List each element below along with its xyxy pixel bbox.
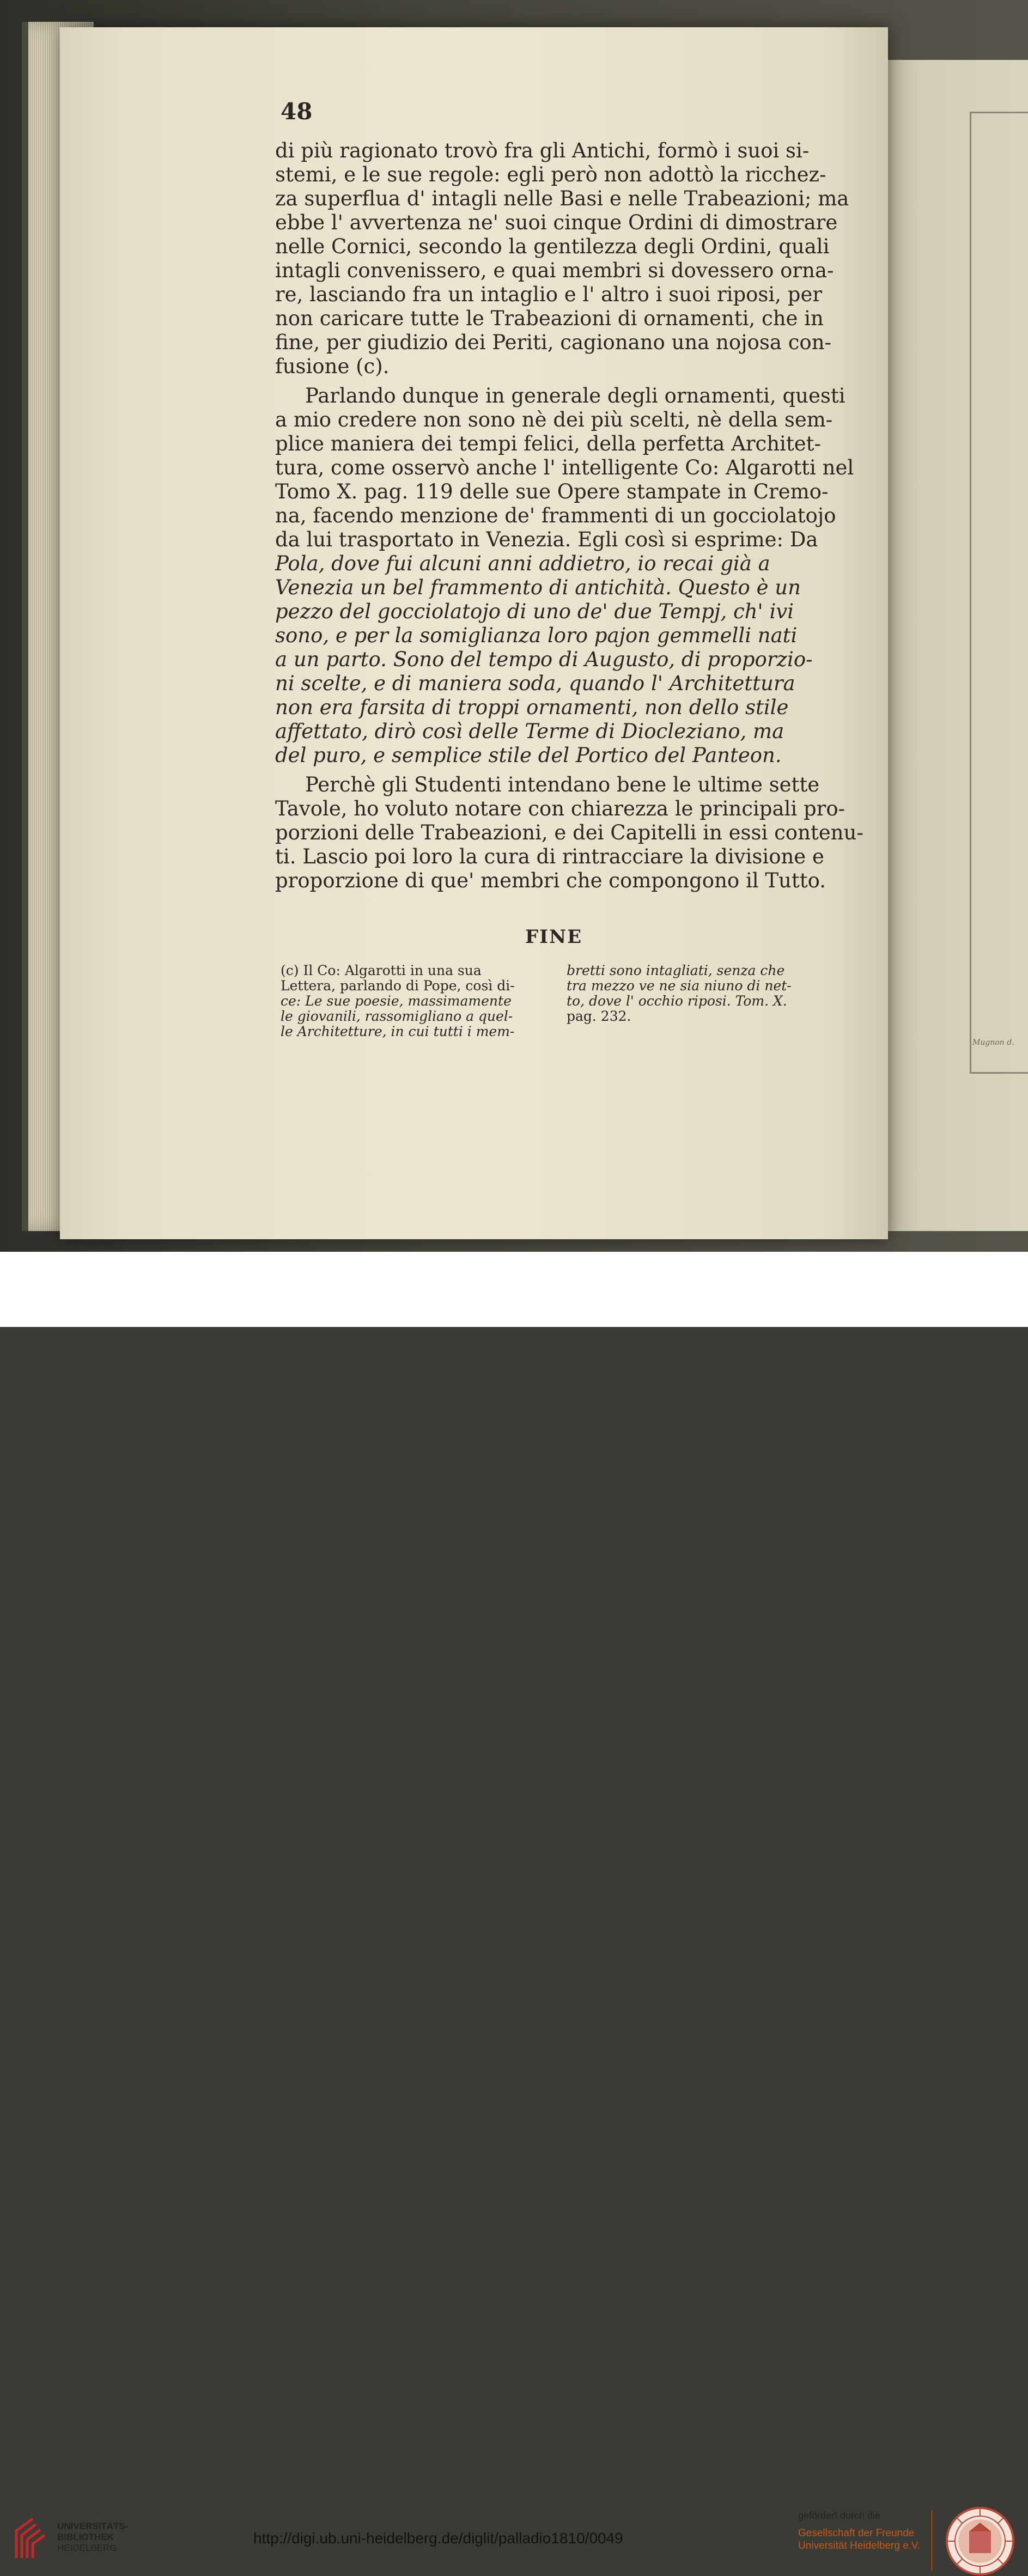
- next-page-plate-frame: [970, 112, 1028, 1074]
- viewer-footer: [0, 1252, 1028, 2553]
- body-line: Perchè gli Studenti intendano bene le ultime sette: [305, 773, 820, 796]
- next-page-engraver-mark: Mugnon d.: [972, 1038, 1014, 1047]
- footnote-line: ce: Le sue poesie, massimamente: [281, 993, 512, 1009]
- body-line: na, facendo menzione de' frammenti di un gocciolatojo: [275, 504, 836, 527]
- university-library-logo-icon: [11, 2514, 47, 2560]
- body-line: Venezia un bel frammento di antichità. Questo è un: [275, 576, 801, 599]
- body-line: ebbe l' avvertenza ne' suoi cinque Ordini di dimostrare: [275, 211, 838, 234]
- footnote-line: pag. 232.: [567, 1008, 631, 1024]
- body-line: proporzione di que' membri che compongono il Tutto.: [275, 869, 826, 892]
- footnote-line: le giovanili, rassomigliano a quel-: [281, 1008, 513, 1024]
- body-line: Tavole, ho voluto notare con chiarezza le principali pro-: [275, 797, 845, 820]
- body-line: da lui trasportato in Venezia. Egli così si esprime: Da: [275, 528, 818, 551]
- body-line: plice maniera dei tempi felici, della perfetta Architet-: [275, 432, 821, 455]
- body-line: sono, e per la somiglianza loro pajon gemmelli nati: [275, 624, 798, 647]
- body-line: nelle Cornici, secondo la gentilezza degli Ordini, quali: [275, 235, 830, 258]
- page-number: 48: [281, 98, 313, 125]
- body-line: za superflua d' intagli nelle Basi e nelle Trabeazioni; ma: [275, 187, 849, 210]
- body-line: fusione (c).: [275, 355, 390, 378]
- sponsor-label: gefördert durch die: [798, 2510, 881, 2521]
- body-line: ti. Lascio poi loro la cura di rintracciare la divisione e: [275, 845, 824, 868]
- body-line: ni scelte, e di maniera soda, quando l' Architettura: [275, 672, 795, 695]
- footnote-line: tra mezzo ve ne sia niuno di net-: [567, 978, 792, 994]
- footnote-line: Lettera, parlando di Pope, così di-: [281, 978, 515, 994]
- body-line: pezzo del gocciolatojo di uno de' due Tempj, ch' ivi: [275, 600, 794, 623]
- footnote-line: bretti sono intagliati, senza che: [567, 963, 785, 978]
- university-seal-icon: [945, 2506, 1015, 2576]
- body-line: Tomo X. pag. 119 delle sue Opere stampate in Cremo-: [275, 480, 829, 503]
- sponsor-name[interactable]: Gesellschaft der Freunde Universität Heidelberg e.V.: [798, 2528, 921, 2551]
- library-name: UNIVERSITÄTS- BIBLIOTHEK HEIDELBERG: [57, 2521, 129, 2553]
- footnote-line: to, dove l' occhio riposi. Tom. X.: [567, 993, 787, 1009]
- body-line: non era farsita di troppi ornamenti, non dello stile: [275, 696, 789, 719]
- body-line: tura, come osservò anche l' intelligente Co: Algarotti nel: [275, 456, 854, 479]
- body-line: Parlando dunque in generale degli ornamenti, questi: [305, 384, 845, 407]
- fine-heading: FINE: [525, 926, 583, 948]
- body-line: stemi, e le sue regole: egli però non adottò la ricchez-: [275, 163, 826, 186]
- scanned-book-image: [0, 0, 1028, 1252]
- footnote-line: le Architetture, in cui tutti i mem-: [281, 1024, 515, 1039]
- body-line: a mio credere non sono nè dei più scelti, nè della sem-: [275, 408, 833, 431]
- body-line: di più ragionato trovò fra gli Antichi, formò i suoi si-: [275, 139, 810, 162]
- body-line: porzioni delle Trabeazioni, e dei Capitelli in essi contenu-: [275, 821, 863, 844]
- body-line: a un parto. Sono del tempo di Augusto, di proporzio-: [275, 648, 813, 671]
- body-line: intagli convenissero, e quai membri si dovessero orna-: [275, 259, 834, 282]
- body-line: Pola, dove fui alcuni anni addietro, io recai già a: [275, 552, 770, 575]
- footnote-line: (c) Il Co: Algarotti in una sua: [281, 963, 482, 978]
- body-line: affettato, dirò così delle Terme di Diocleziano, ma: [275, 720, 784, 743]
- body-line: fine, per giudizio dei Periti, cagionano una nojosa con-: [275, 331, 832, 354]
- body-line: non caricare tutte le Trabeazioni di ornamenti, che in: [275, 307, 824, 330]
- permalink-url[interactable]: http://digi.ub.uni-heidelberg.de/diglit/palladio1810/0049: [253, 2530, 623, 2547]
- body-line: del puro, e semplice stile del Portico del Panteon.: [275, 744, 782, 767]
- body-line: re, lasciando fra un intaglio e l' altro i suoi riposi, per: [275, 283, 823, 306]
